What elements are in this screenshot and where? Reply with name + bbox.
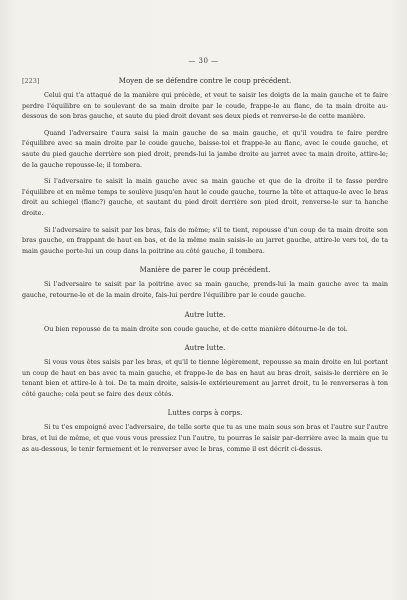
paragraph: Ou bien repousse de ta main droite son coude gauche, et de cette manière détourne-le de toi. xyxy=(44,324,348,333)
paragraph: Si l'adversaire te saisit la main gauche avec sa main gauche et que de la droite il te fasse perdre l'équilibre et en même temps te soulève jusqu'en haut le coude gauche, tourne la tête et attaque-le avec le bras droit au schiegel (flanc?) gauche, et sautant du pied droit derrière son pied droit, renverse-le sur ta hanche droite. xyxy=(22,177,388,217)
section-heading-4: Autre lutte. xyxy=(184,344,226,353)
paragraph: Si tu t'es empoigné avec l'adversaire, de telle sorte que tu as une main sous son bras et l'autre sur l'autre bras, et lui de même, et que vous vous pressiez l'un l'autre, tu pourras le saisir par-derrière avec la main que tu as au-dessous, le tenir fermement et le renverser avec le bras, comme il est décrit ci-dessus. xyxy=(22,423,388,453)
section-heading-5: Luttes corps à corps. xyxy=(167,409,243,418)
paragraph: Celui qui t'a attaqué de la manière qui précède, et veut te saisir les doigts de la main gauche et te faire perdre l'équilibre en te soulevant de sa main droite par le coude, frappe-le au flanc, de ta main droite au-dessous de son bras gauche, et saute du pied droit devant ses deux pieds et renverse-le de cette manière. xyxy=(22,91,388,121)
paragraph: Si vous vous êtes saisis par les bras, et qu'il te tienne légèrement, repousse sa main droite en lui portant un coup de haut en bas avec ta main gauche, et frappe-le de bas en haut au bras droit, saisis-le derrière en le tenant bien et attire-le à toi. De ta main droite, saisis-le extérieurement au jarret droit, tu le renverseras à ton côté gauche; cela peut se faire des deux côtés. xyxy=(22,358,388,398)
section-heading-1 xyxy=(22,77,388,86)
section-heading-3: Autre lutte. xyxy=(184,310,226,319)
paragraph: Quand l'adversaire t'aura saisi la main gauche de sa main gauche, et qu'il voudra te faire perdre l'équilibre avec sa main droite par le coude gauche, baisse-toi et frappe-le au flanc, avec le coude gauche, et saute du pied gauche derrière son pied droit, prends-lui la jambe droite au jarret avec ta main droite, attire-le; de la gauche repousse-le; il tombera. xyxy=(22,128,388,169)
page-content xyxy=(22,77,388,460)
page-number: — 30 — xyxy=(188,57,219,65)
paragraph-reference: [223] xyxy=(22,77,40,85)
section-heading-2: Manière de parer le coup précédent. xyxy=(139,266,271,275)
heading-text: Moyen de se défendre contre le coup précédent. xyxy=(118,77,292,85)
paragraph: Si l'adversaire te saisit par la poitrine avec sa main gauche, prends-lui la main gauche avec ta main gauche, retourne-le et de la main droite, fais-lui perdre l'équilibre par le coude gauche. xyxy=(22,280,388,299)
paragraph: Si l'adversaire te saisit par les bras, fais de même; s'il te tient, repousse d'un coup de ta main droite son bras gauche, en frappant de haut en bas, et de la même main saisis-le au jarret gauche, attire-le vers toi, de ta main gauche porte-lui un coup dans la poitrine au côté gauche, il tombera. xyxy=(22,225,388,255)
